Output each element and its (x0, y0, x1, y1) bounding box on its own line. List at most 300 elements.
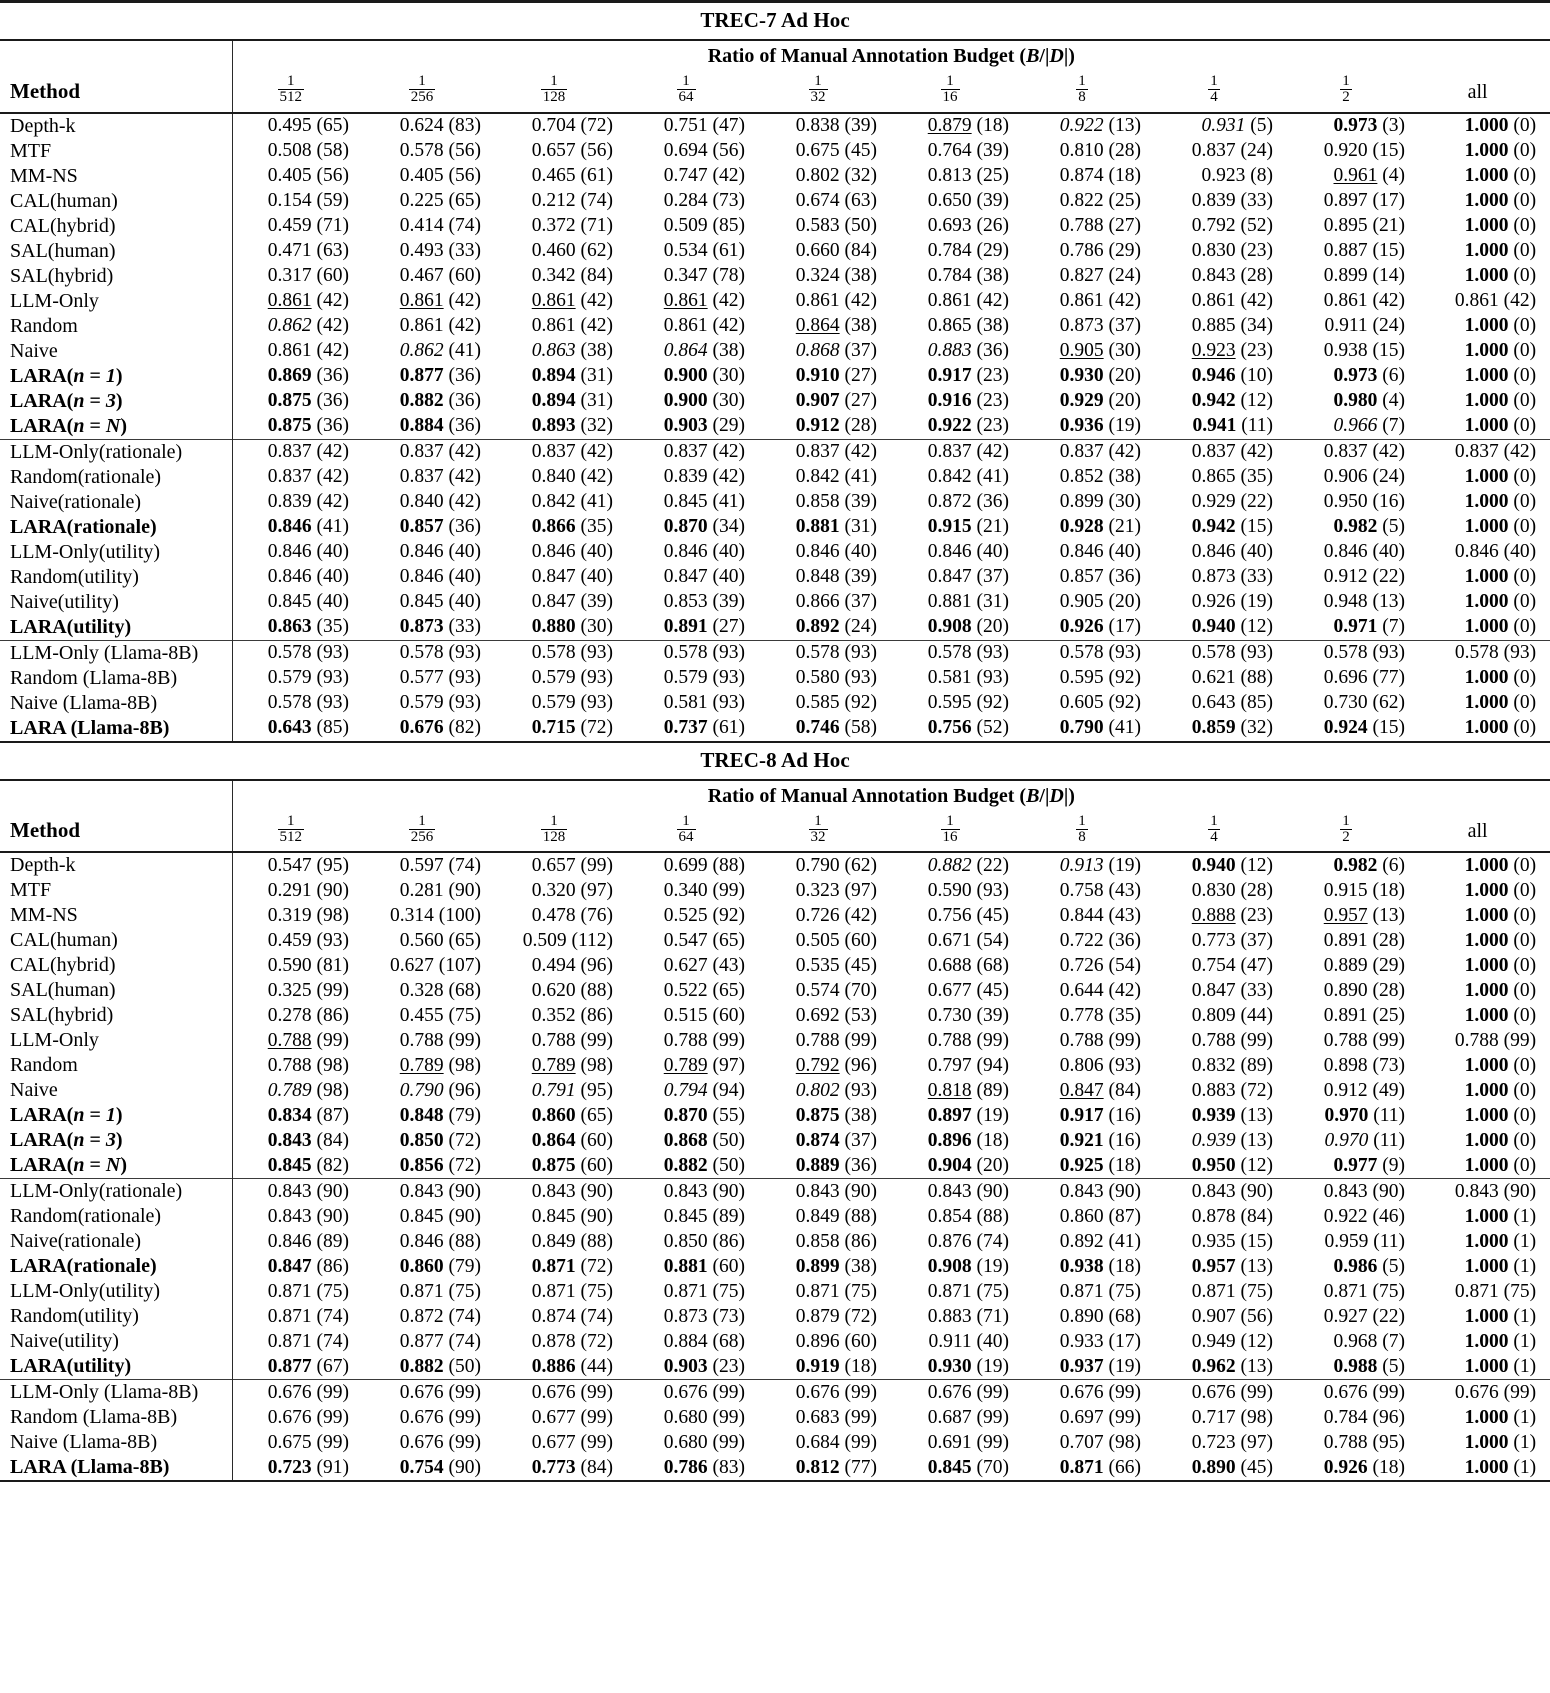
metric-value: 0.590 (267, 954, 312, 976)
metric-count: (42) (311, 290, 349, 312)
result-cell (1287, 978, 1419, 1003)
result-cell (1155, 953, 1287, 978)
metric-value: 0.872 (927, 491, 972, 513)
metric-count: (99) (1103, 1381, 1141, 1403)
result-cell (1155, 666, 1287, 691)
metric-value: 0.471 (267, 240, 312, 262)
table-row (0, 903, 1550, 928)
metric-count: (98) (1103, 1431, 1141, 1453)
metric-count: (0) (1508, 340, 1537, 362)
metric-value: 0.581 (927, 667, 972, 689)
metric-count: (42) (707, 165, 745, 187)
result-cell (627, 565, 759, 590)
metric-count: (1) (1508, 1230, 1537, 1252)
metric-count: (89) (311, 1230, 349, 1252)
metric-value: 0.788 (663, 1029, 708, 1051)
metric-value: 0.846 (267, 1230, 312, 1252)
metric-value: 1.000 (1464, 667, 1509, 689)
result-cell (759, 1430, 891, 1455)
result-cell (363, 1455, 495, 1481)
metric-count: (20) (1103, 365, 1141, 387)
metric-count: (93) (575, 692, 613, 714)
metric-count: (74) (311, 1305, 349, 1327)
metric-count: (40) (971, 1330, 1009, 1352)
result-cell (363, 314, 495, 339)
table-row (0, 1254, 1550, 1279)
result-cell (627, 113, 759, 139)
budget-group-header: Ratio of Manual Annotation Budget (B/|D|) (232, 40, 1550, 72)
metric-value: 0.676 (267, 1406, 312, 1428)
metric-count: (43) (1103, 879, 1141, 901)
result-cell (1155, 189, 1287, 214)
result-cell (1155, 1354, 1287, 1380)
metric-count: (78) (707, 265, 745, 287)
result-cell (1155, 439, 1287, 465)
metric-count: (35) (1235, 466, 1273, 488)
result-cell (232, 1179, 363, 1205)
table-row (0, 113, 1550, 139)
result-cell (1155, 716, 1287, 742)
metric-value: 0.845 (399, 1205, 444, 1227)
result-cell (232, 852, 363, 878)
metric-value: 0.792 (1191, 215, 1236, 237)
metric-count: (13) (1367, 591, 1405, 613)
metric-count: (36) (839, 1154, 877, 1176)
metric-value: 0.872 (399, 1305, 444, 1327)
metric-count: (62) (839, 854, 877, 876)
method-name: LARA (Llama-8B) (10, 1456, 170, 1479)
metric-value: 0.845 (267, 591, 312, 613)
metric-count: (41) (1103, 1230, 1141, 1252)
metric-value: 0.857 (399, 516, 444, 538)
metric-value: 0.813 (927, 165, 972, 187)
metric-count: (58) (311, 140, 349, 162)
metric-value: 0.845 (399, 591, 444, 613)
metric-count: (38) (971, 315, 1009, 337)
metric-value: 0.926 (1191, 591, 1236, 613)
result-cell (1023, 615, 1155, 641)
metric-value: 0.578 (531, 642, 576, 664)
table-row (0, 364, 1550, 389)
metric-value: 0.278 (267, 1004, 312, 1026)
result-cell (627, 1455, 759, 1481)
result-cell (759, 189, 891, 214)
result-cell (495, 364, 627, 389)
result-cell (495, 239, 627, 264)
budget-column-header (495, 812, 627, 853)
result-cell (759, 1229, 891, 1254)
metric-value: 0.325 (267, 979, 312, 1001)
result-cell (759, 1455, 891, 1481)
metric-count: (99) (1498, 1381, 1537, 1403)
table-row (0, 640, 1550, 666)
table-row (0, 590, 1550, 615)
metric-count: (99) (443, 1029, 481, 1051)
metric-count: (92) (1103, 692, 1141, 714)
method-name: LLM-Only (10, 1029, 99, 1052)
result-cell (1023, 640, 1155, 666)
result-cell (627, 1329, 759, 1354)
metric-value: 0.684 (795, 1431, 840, 1453)
metric-count: (93) (1103, 1054, 1141, 1076)
result-cell (363, 1128, 495, 1153)
method-name: Random (10, 314, 78, 337)
result-cell (1023, 903, 1155, 928)
metric-count: (20) (971, 1154, 1009, 1176)
metric-value: 0.942 (1191, 390, 1236, 412)
result-cell (1155, 364, 1287, 389)
metric-count: (30) (707, 365, 745, 387)
metric-count: (76) (575, 904, 613, 926)
metric-count: (75) (839, 1280, 877, 1302)
result-cell (891, 515, 1023, 540)
result-cell (495, 852, 627, 878)
result-cell (1419, 314, 1550, 339)
metric-count: (42) (1367, 290, 1405, 312)
metric-value: 0.883 (927, 1305, 972, 1327)
result-cell (495, 1229, 627, 1254)
metric-count: (0) (1508, 667, 1537, 689)
result-cell (1155, 339, 1287, 364)
metric-count: (42) (443, 441, 481, 463)
metric-count: (99) (839, 1406, 877, 1428)
metric-value: 0.627 (390, 954, 434, 976)
table-row (0, 314, 1550, 339)
result-cell (1419, 903, 1550, 928)
metric-value: 0.930 (927, 1355, 972, 1377)
metric-value: 0.846 (1454, 541, 1499, 563)
metric-count: (36) (443, 390, 481, 412)
metric-value: 0.773 (531, 1456, 576, 1478)
metric-value: 0.676 (1059, 1381, 1104, 1403)
result-cell (232, 1279, 363, 1304)
result-cell (627, 339, 759, 364)
metric-count: (74) (311, 1330, 349, 1352)
metric-value: 0.883 (927, 340, 972, 362)
method-name: SAL(human) (10, 239, 116, 262)
result-cell (627, 928, 759, 953)
table-row (0, 1128, 1550, 1153)
metric-count: (42) (1103, 979, 1141, 1001)
metric-count: (99) (971, 1406, 1009, 1428)
table-row (0, 214, 1550, 239)
result-cell (891, 1405, 1023, 1430)
result-cell (1023, 1053, 1155, 1078)
metric-count: (90) (575, 1205, 613, 1227)
metric-count: (38) (839, 315, 877, 337)
fraction: $\frac{1}{16}$ (942, 812, 958, 845)
result-cell (232, 1304, 363, 1329)
metric-count: (33) (443, 616, 481, 638)
budget-column-header (627, 812, 759, 853)
metric-count: (0) (1508, 466, 1537, 488)
column-header-row (0, 812, 1550, 853)
metric-value: 1.000 (1464, 1406, 1509, 1428)
metric-count: (79) (443, 1255, 481, 1277)
metric-value: 0.676 (399, 1381, 444, 1403)
metric-count: (12) (1235, 390, 1273, 412)
metric-value: 0.892 (1059, 1230, 1104, 1252)
result-cell (232, 640, 363, 666)
result-cell (1155, 590, 1287, 615)
method-name: Naive(utility) (10, 1330, 119, 1353)
metric-count: (88) (971, 1205, 1009, 1227)
metric-value: 0.789 (267, 1079, 312, 1101)
metric-count: (18) (971, 1129, 1009, 1151)
metric-value: 0.687 (927, 1406, 972, 1428)
table-row (0, 852, 1550, 878)
result-cell (232, 1078, 363, 1103)
metric-value: 0.676 (399, 1406, 444, 1428)
result-cell (627, 389, 759, 414)
metric-count: (98) (575, 1054, 613, 1076)
result-cell (891, 1329, 1023, 1354)
metric-count: (42) (839, 904, 877, 926)
result-cell (1419, 590, 1550, 615)
result-cell (1287, 1204, 1419, 1229)
result-cell (1419, 852, 1550, 878)
method-name: Random (Llama-8B) (10, 666, 178, 689)
metric-count: (16) (1103, 1129, 1141, 1151)
metric-count: (75) (575, 1280, 613, 1302)
result-cell (1023, 515, 1155, 540)
metric-count: (75) (1498, 1280, 1537, 1302)
metric-value: 0.699 (663, 854, 708, 876)
metric-count: (42) (311, 340, 349, 362)
metric-value: 0.863 (267, 616, 312, 638)
metric-count: (97) (1235, 1431, 1273, 1453)
metric-count: (91) (311, 1456, 349, 1478)
budget-column-header (232, 812, 363, 853)
metric-value: 0.908 (927, 1255, 972, 1277)
metric-value: 0.676 (927, 1381, 972, 1403)
metric-count: (99) (311, 1381, 349, 1403)
metric-count: (58) (839, 717, 877, 739)
result-cell (627, 1304, 759, 1329)
result-cell (891, 1128, 1023, 1153)
metric-count: (31) (971, 591, 1009, 613)
metric-value: 1.000 (1464, 879, 1509, 901)
metric-value: 0.858 (795, 491, 840, 513)
result-cell (495, 1003, 627, 1028)
result-cell (363, 490, 495, 515)
metric-count: (1) (1508, 1205, 1537, 1227)
result-cell (495, 1380, 627, 1406)
metric-count: (29) (971, 240, 1009, 262)
metric-count: (40) (1498, 541, 1537, 563)
method-name: SAL(hybrid) (10, 1004, 114, 1027)
metric-value: 0.790 (1059, 717, 1104, 739)
metric-count: (75) (1103, 1280, 1141, 1302)
metric-value: 0.579 (399, 692, 444, 714)
metric-value: 0.459 (267, 929, 312, 951)
metric-count: (39) (971, 140, 1009, 162)
metric-value: 0.864 (663, 340, 708, 362)
metric-count: (36) (1103, 929, 1141, 951)
result-cell (627, 1153, 759, 1179)
metric-value: 0.877 (399, 1330, 444, 1352)
result-cell (363, 1304, 495, 1329)
result-cell (1155, 289, 1287, 314)
metric-value: 0.928 (1059, 516, 1104, 538)
result-cell (1419, 540, 1550, 565)
result-cell (759, 903, 891, 928)
metric-count: (99) (575, 854, 613, 876)
metric-value: 0.790 (399, 1079, 444, 1101)
metric-value: 0.788 (927, 1029, 972, 1051)
result-cell (1419, 214, 1550, 239)
metric-value: 1.000 (1464, 591, 1509, 613)
metric-value: 0.788 (1059, 1029, 1104, 1051)
result-cell (1287, 515, 1419, 540)
metric-count: (38) (575, 340, 613, 362)
table-row (0, 928, 1550, 953)
budget-column-header (627, 72, 759, 113)
result-cell (1023, 239, 1155, 264)
metric-count: (93) (443, 642, 481, 664)
result-cell (363, 1103, 495, 1128)
metric-count: (72) (443, 1154, 481, 1176)
result-cell (627, 189, 759, 214)
metric-count: (50) (839, 215, 877, 237)
metric-value: 0.961 (1333, 165, 1378, 187)
metric-count: (29) (707, 415, 745, 437)
result-cell (363, 666, 495, 691)
metric-count: (44) (575, 1355, 613, 1377)
metric-count: (93) (707, 667, 745, 689)
table-row (0, 439, 1550, 465)
metric-count: (35) (1103, 1004, 1141, 1026)
metric-count: (42) (1367, 441, 1405, 463)
metric-value: 0.212 (531, 190, 576, 212)
metric-value: 0.861 (1454, 290, 1499, 312)
metric-count: (11) (1368, 1129, 1405, 1151)
method-name: MTF (10, 139, 52, 162)
result-cell (232, 1204, 363, 1229)
metric-count: (42) (1103, 290, 1141, 312)
result-cell (1155, 1128, 1287, 1153)
metric-value: 0.342 (531, 265, 576, 287)
metric-value: 0.751 (663, 115, 708, 137)
metric-count: (50) (707, 1154, 745, 1176)
result-cell (232, 414, 363, 440)
result-cell (627, 1380, 759, 1406)
metric-value: 0.868 (795, 340, 840, 362)
metric-count: (93) (1103, 642, 1141, 664)
result-cell (495, 1254, 627, 1279)
metric-count: (85) (311, 717, 349, 739)
metric-count: (73) (1367, 1054, 1405, 1076)
metric-value: 1.000 (1464, 240, 1509, 262)
metric-count: (93) (443, 667, 481, 689)
metric-value: 0.657 (531, 854, 576, 876)
metric-count: (85) (707, 215, 745, 237)
metric-value: 1.000 (1464, 1305, 1509, 1327)
metric-value: 0.926 (1059, 616, 1104, 638)
result-cell (1155, 1430, 1287, 1455)
metric-count: (99) (839, 1029, 877, 1051)
metric-value: 0.881 (663, 1255, 708, 1277)
result-cell (1023, 953, 1155, 978)
metric-value: 0.843 (1059, 1180, 1104, 1202)
metric-value: 0.704 (531, 115, 576, 137)
metric-count: (31) (575, 365, 613, 387)
result-cell (1155, 978, 1287, 1003)
metric-value: 0.578 (267, 692, 312, 714)
result-cell (1419, 1304, 1550, 1329)
table-row (0, 490, 1550, 515)
metric-count: (1) (1508, 1330, 1537, 1352)
method-name: LLM-Only(utility) (10, 540, 160, 563)
metric-count: (36) (443, 516, 481, 538)
result-cell (1287, 1279, 1419, 1304)
budget-column-header (495, 72, 627, 113)
metric-value: 0.844 (1059, 904, 1104, 926)
metric-value: 0.154 (267, 190, 312, 212)
result-cell (363, 465, 495, 490)
result-cell (1023, 878, 1155, 903)
metric-value: 0.869 (267, 365, 312, 387)
metric-count: (22) (1367, 566, 1405, 588)
metric-value: 0.794 (663, 1079, 708, 1101)
metric-value: 0.627 (663, 954, 708, 976)
method-name: MTF (10, 879, 52, 902)
metric-value: 0.896 (795, 1330, 840, 1352)
metric-count: (68) (443, 979, 481, 1001)
metric-value: 0.717 (1191, 1406, 1236, 1428)
metric-count: (98) (443, 1054, 481, 1076)
metric-count: (39) (971, 190, 1009, 212)
metric-value: 0.894 (531, 365, 576, 387)
metric-count: (99) (311, 1406, 349, 1428)
metric-value: 0.846 (267, 541, 312, 563)
metric-count: (39) (839, 566, 877, 588)
metric-value: 0.840 (531, 466, 576, 488)
metric-count: (18) (1367, 879, 1405, 901)
metric-value: 1.000 (1464, 692, 1509, 714)
fraction: $\frac{1}{4}$ (1210, 73, 1218, 106)
metric-count: (49) (1367, 1079, 1405, 1101)
metric-count: (99) (1103, 1029, 1141, 1051)
metric-value: 0.837 (531, 441, 576, 463)
result-cell (495, 439, 627, 465)
metric-count: (29) (1103, 240, 1141, 262)
metric-value: 0.837 (1191, 441, 1236, 463)
result-cell (627, 1053, 759, 1078)
result-cell (759, 590, 891, 615)
metric-value: 0.677 (531, 1431, 576, 1453)
result-cell (363, 590, 495, 615)
metric-value: 0.971 (1333, 616, 1378, 638)
metric-value: 0.940 (1191, 854, 1236, 876)
result-cell (1155, 214, 1287, 239)
result-cell (363, 1430, 495, 1455)
metric-count: (99) (575, 1381, 613, 1403)
metric-value: 0.968 (1333, 1330, 1378, 1352)
metric-count: (99) (971, 1381, 1009, 1403)
metric-count: (42) (575, 441, 613, 463)
budget-column-header (1287, 72, 1419, 113)
result-cell (1155, 1279, 1287, 1304)
metric-count: (99) (707, 1381, 745, 1403)
metric-count: (56) (1235, 1305, 1273, 1327)
metric-count: (74) (443, 1330, 481, 1352)
metric-value: 0.923 (1191, 340, 1236, 362)
metric-value: 0.884 (399, 415, 444, 437)
metric-count: (90) (1498, 1180, 1537, 1202)
metric-value: 0.891 (663, 616, 708, 638)
table-row (0, 978, 1550, 1003)
